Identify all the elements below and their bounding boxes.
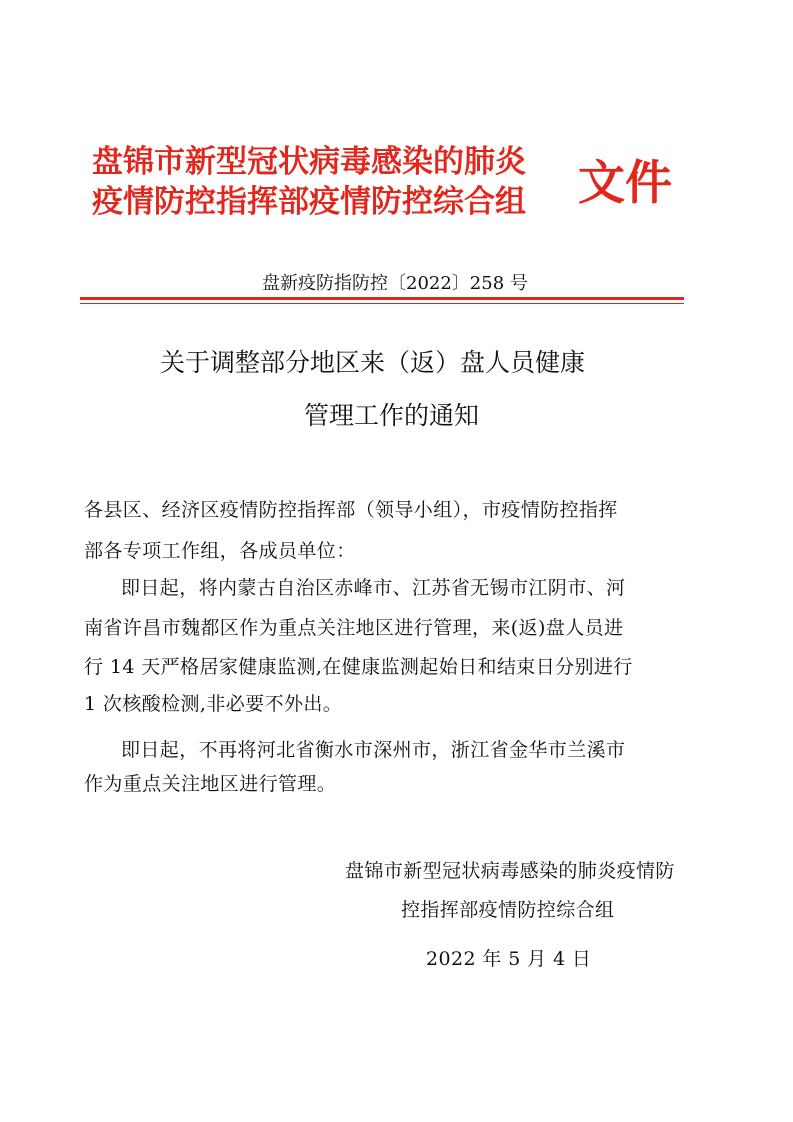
paragraph-1-line-2: 南省许昌市魏都区作为重点关注地区进行管理，来(返)盘人员进 xyxy=(84,617,624,639)
red-divider-thick xyxy=(80,297,684,300)
paragraph-1-line-4: 1 次核酸检测,非必要不外出。 xyxy=(84,693,343,715)
signature-line-1: 盘锦市新型冠状病毒感染的肺炎疫情防 xyxy=(345,860,675,882)
signature-date: 2022 年 5 月 4 日 xyxy=(426,948,592,970)
issuer-name-line-1: 盘锦市新型冠状病毒感染的肺炎 xyxy=(92,144,526,180)
paragraph-2-line-2: 作为重点关注地区进行管理。 xyxy=(84,773,337,795)
notice-title-line-2: 管理工作的通知 xyxy=(304,401,480,430)
salutation-line-2: 部各专项工作组，各成员单位： xyxy=(84,540,356,562)
document-word: 文件 xyxy=(578,156,672,211)
notice-title-line-1: 关于调整部分地区来（返）盘人员健康 xyxy=(160,348,586,377)
salutation-line-1: 各县区、经济区疫情防控指挥部（领导小组），市疫情防控指挥 xyxy=(84,499,618,521)
signature-line-2: 控指挥部疫情防控综合组 xyxy=(401,899,615,921)
paragraph-1-line-1: 即日起，将内蒙古自治区赤峰市、江苏省无锡市江阴市、河 xyxy=(121,577,626,599)
paragraph-2-line-1: 即日起，不再将河北省衡水市深州市，浙江省金华市兰溪市 xyxy=(121,739,626,761)
issuer-name-line-2: 疫情防控指挥部疫情防控综合组 xyxy=(92,184,526,220)
document-number: 盘新疫防指防控〔2022〕258 号 xyxy=(262,273,528,294)
red-divider-thin xyxy=(80,303,684,304)
paragraph-1-line-3: 行 14 天严格居家健康监测,在健康监测起始日和结束日分别进行 xyxy=(84,656,633,678)
